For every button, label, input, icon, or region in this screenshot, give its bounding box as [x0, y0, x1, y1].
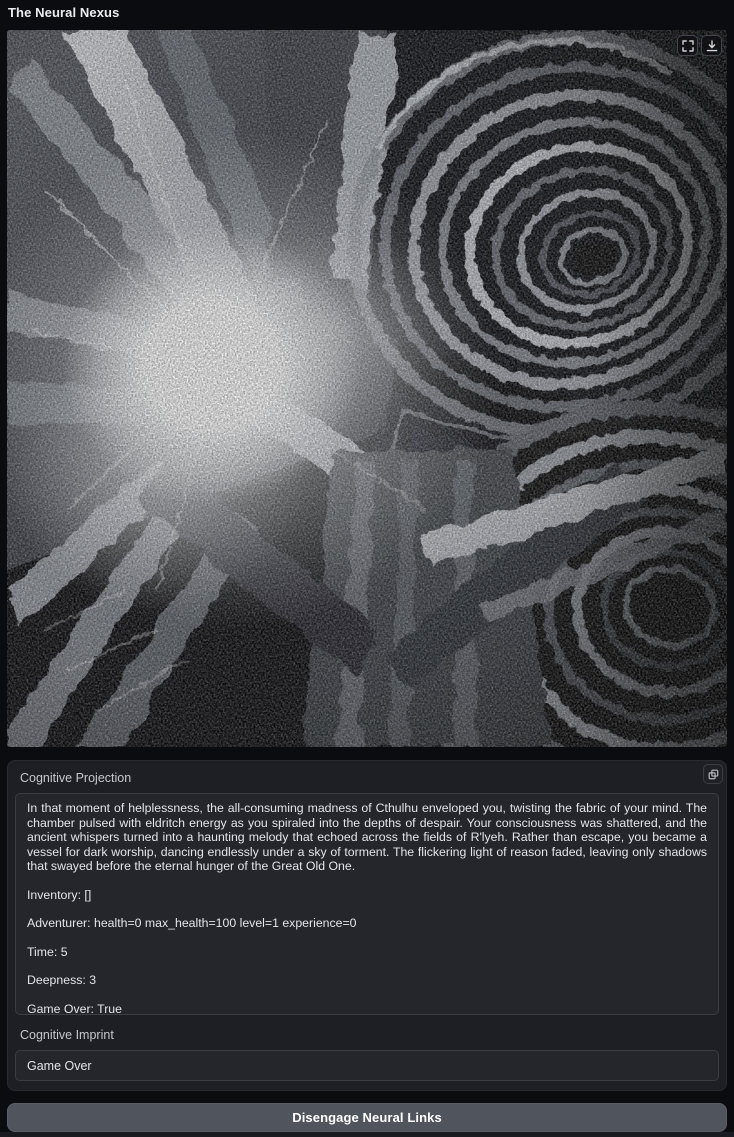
- fullscreen-button[interactable]: [677, 35, 698, 56]
- story-line: Time: 5: [27, 944, 68, 959]
- story-line: Game Over: True: [27, 1001, 122, 1015]
- scene-artwork: [7, 30, 727, 747]
- scene-image-block: [7, 30, 727, 747]
- disengage-button[interactable]: Disengage Neural Links: [7, 1103, 727, 1132]
- imprint-label: Cognitive Imprint: [20, 1028, 114, 1042]
- imprint-input[interactable]: [15, 1050, 719, 1081]
- projection-label: Cognitive Projection: [20, 771, 132, 785]
- page-title: The Neural Nexus: [8, 5, 120, 20]
- story-line: Inventory: []: [27, 887, 92, 902]
- form-panel: [7, 760, 727, 1091]
- download-icon: [706, 40, 718, 52]
- footer-strip: [0, 1132, 734, 1137]
- story-line: Deepness: 3: [27, 973, 97, 987]
- fullscreen-icon: [682, 40, 694, 52]
- story-line: Adventurer: health=0 max_health=100 level=1 experience=0: [27, 916, 357, 930]
- copy-button[interactable]: [703, 764, 723, 784]
- image-toolbar: [677, 35, 722, 56]
- download-button[interactable]: [701, 35, 722, 56]
- copy-icon: [708, 769, 719, 780]
- story-line: In that moment of helplessness, the all-consuming madness of Cthulhu enveloped you, twisting the fabric of your mind. The chamber pulsed with eldritch energy as you spiraled into the depths of despair. Your consciousness was shattered, and the ancient whispers turned into a haunting melody that echoed across the fields of R'lyeh. Rather than escape, you became a vessel for dark worship, dancing endlessly under a sky of torment. The flickering light of reason faded, leaving only shadows that swayed before the eternal hunger of the Great Old One.: [27, 801, 707, 873]
- story-output[interactable]: [15, 793, 719, 1015]
